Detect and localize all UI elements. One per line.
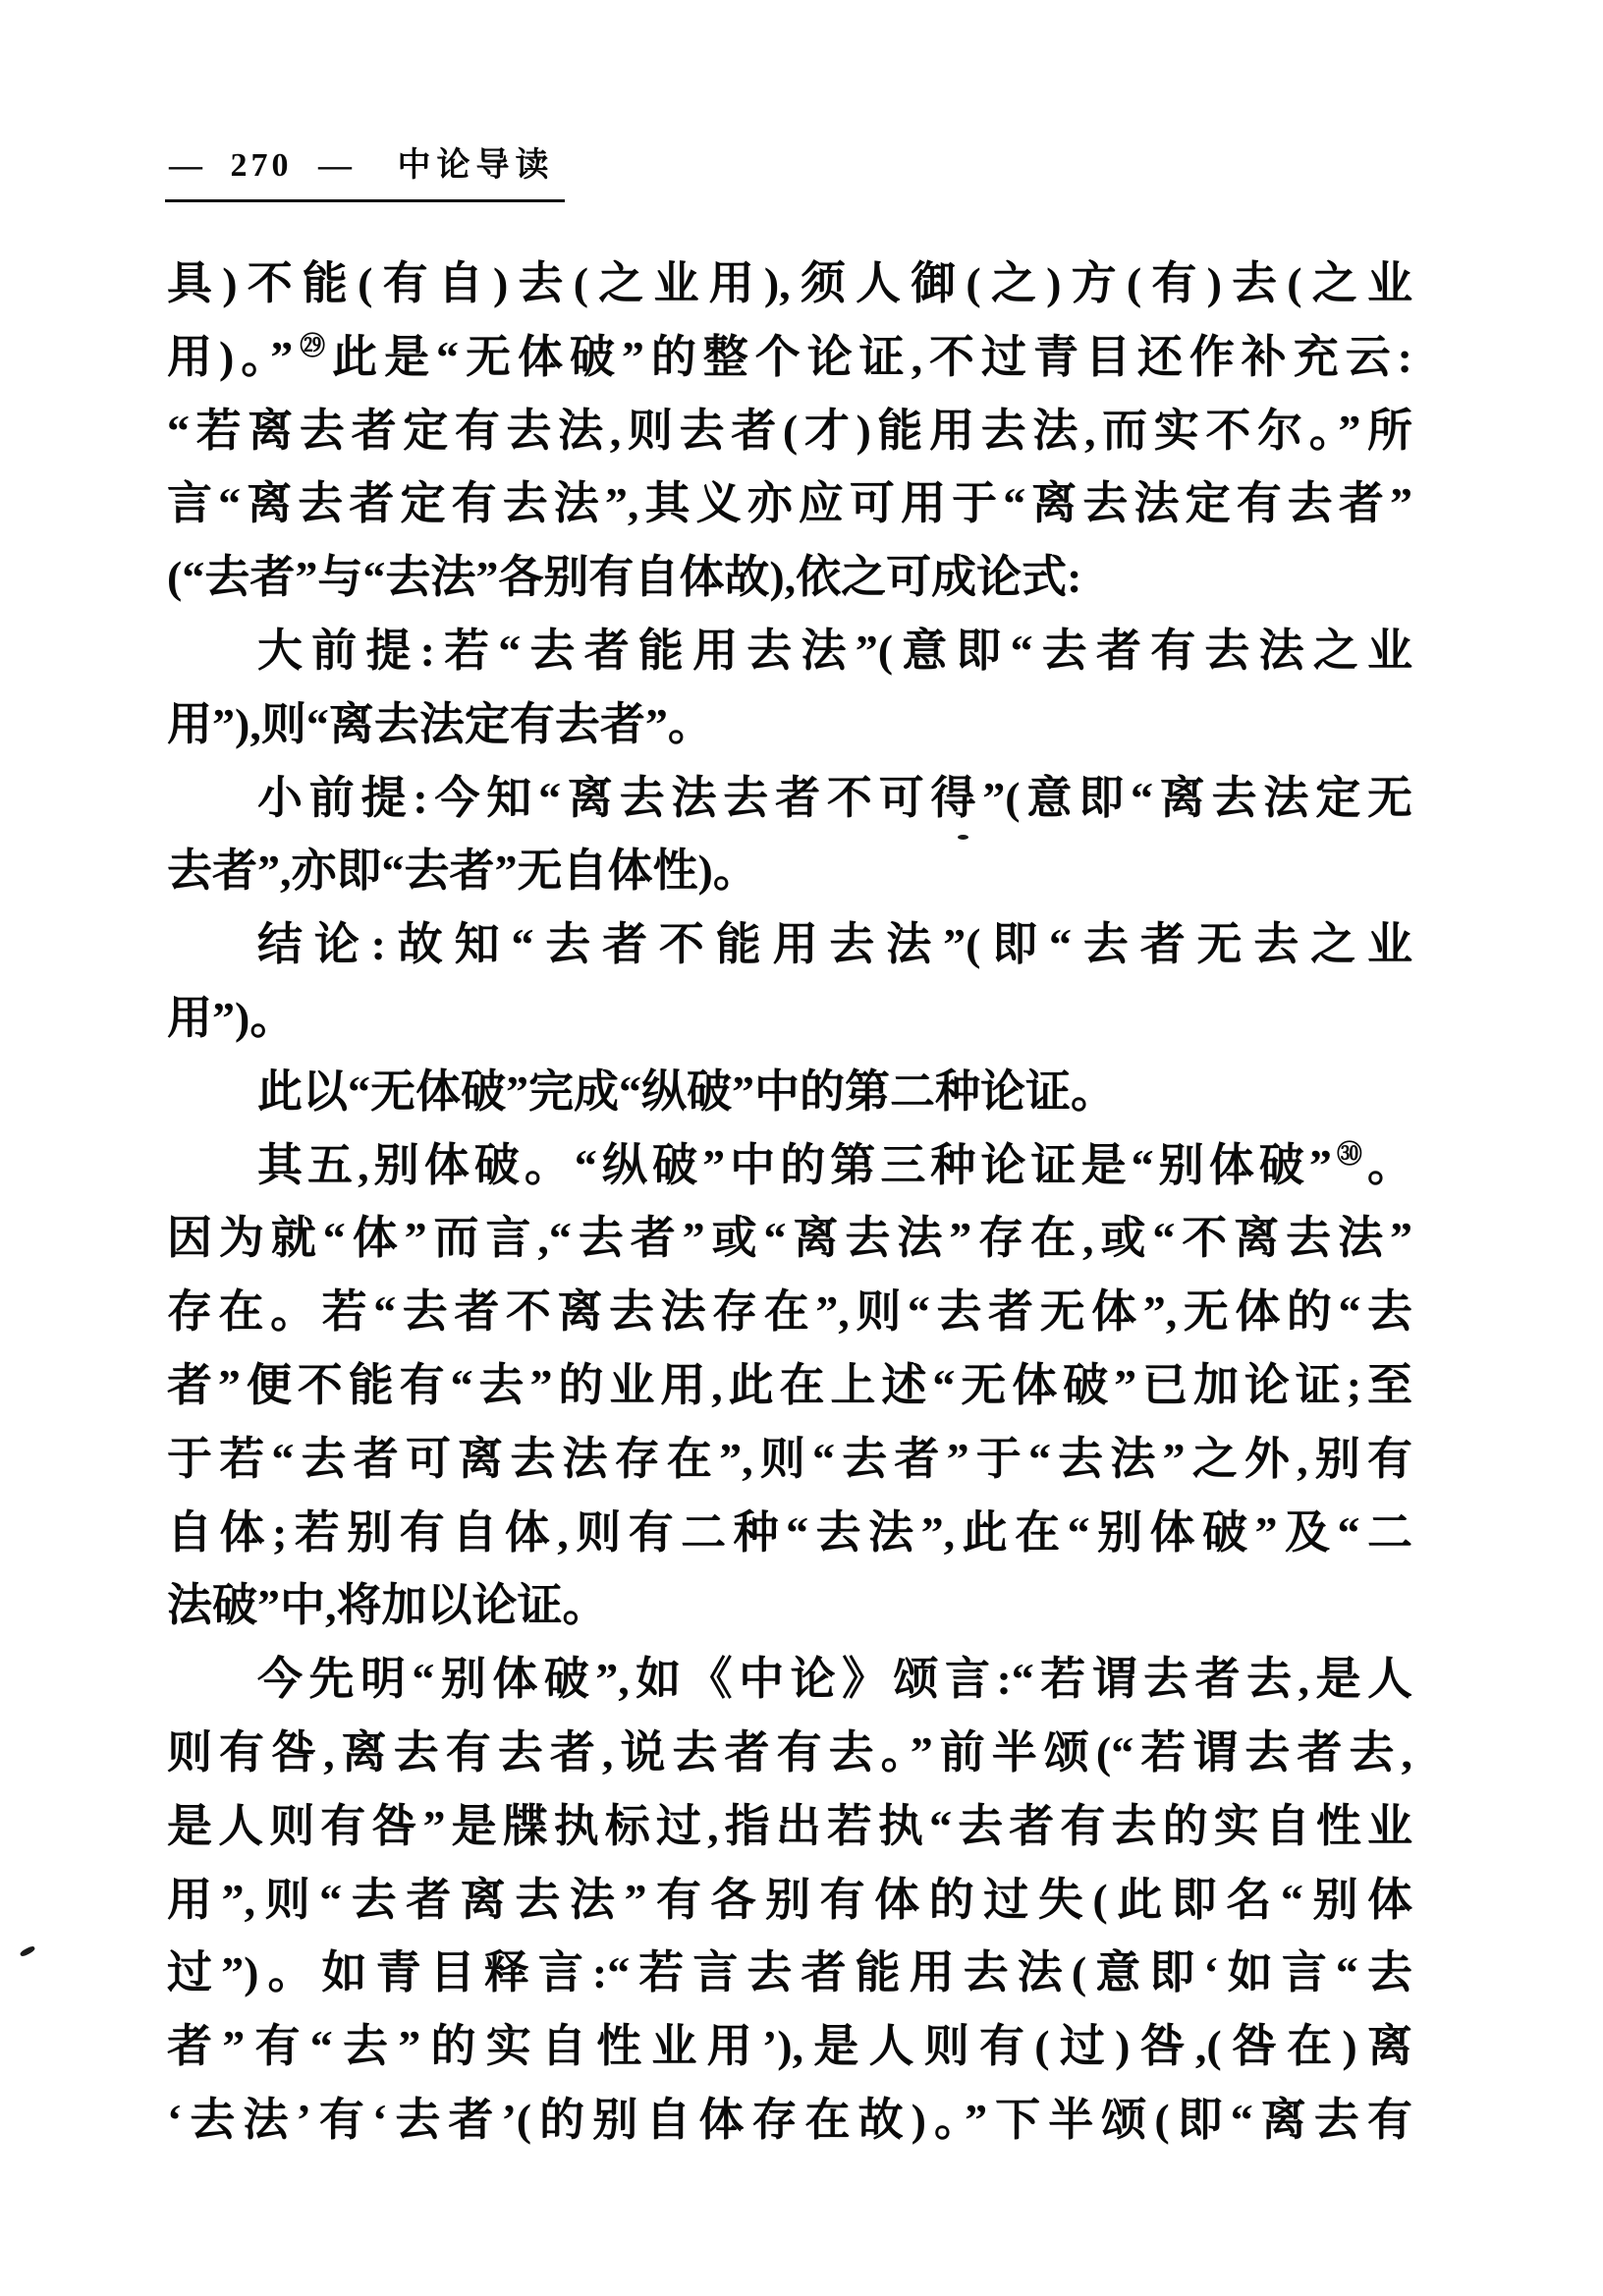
text-line: 小前提:今知“离去法去者不可得”(意即“离去法定无 bbox=[257, 772, 1412, 823]
page-body bbox=[167, 247, 1412, 2158]
text-line: 存在。若“去者不离去法存在”,则“去者无体”,无体的“去 bbox=[167, 1286, 1412, 1338]
line-segment: 用)。” bbox=[167, 331, 294, 382]
scan-speckle bbox=[20, 1945, 36, 1958]
footnote-marker-30: ㉚ bbox=[1331, 1139, 1367, 1169]
text-line bbox=[167, 1129, 1412, 1203]
text-line bbox=[167, 321, 1412, 395]
header-book-title: 中论导读 bbox=[397, 147, 555, 184]
line-segment: 其五,别体破。“纵破”中的第三种论证是“别体破” bbox=[257, 1139, 1332, 1190]
header-dash-left: — bbox=[169, 147, 204, 184]
text-line: 此以“无体破”完成“纵破”中的第二种论证。 bbox=[257, 1066, 1116, 1117]
text-line: 今先明“别体破”,如《中论》颂言:“若谓去者去,是人 bbox=[257, 1654, 1412, 1705]
text-line: 去者”,亦即“去者”无自体性)。 bbox=[167, 846, 758, 897]
header-page-number: 270 bbox=[230, 147, 293, 184]
header-dash-right: — bbox=[318, 147, 354, 184]
scan-speckle bbox=[958, 835, 968, 840]
text-line: 者”有“去”的实自性业用’),是人则有(过)咎,(咎在)离 bbox=[167, 2021, 1412, 2072]
text-line: 则有咎,离去有去者,说去者有去。”前半颂(“若谓去者去, bbox=[167, 1726, 1412, 1777]
text-line: 用”),则“离去法定有去者”。 bbox=[167, 698, 713, 749]
text-line: 法破”中,将加以论证。 bbox=[167, 1580, 608, 1631]
text-line: 过”)。如青目释言:“若言去者能用去法(意即‘如言“去 bbox=[167, 1947, 1412, 1998]
footnote-marker-29: ㉙ bbox=[293, 331, 333, 360]
running-header bbox=[165, 137, 565, 202]
line-segment: 此是“无体破”的整个论证,不过青目还作补充云: bbox=[332, 331, 1412, 382]
text-line: 于若“去者可离去法存在”,则“去者”于“去法”之外,别有 bbox=[167, 1433, 1412, 1484]
text-line: 大前提:若“去者能用去法”(意即“去者有去法之业 bbox=[257, 625, 1412, 676]
text-line: 是人则有咎”是牒执标过,指出若执“去者有去的实自性业 bbox=[167, 1800, 1412, 1851]
text-line: ‘去法’有‘去者’(的别自体存在故)。”下半颂(即“离去有 bbox=[167, 2094, 1412, 2145]
line-segment: 。 bbox=[1367, 1139, 1412, 1190]
text-line: 自体;若别有自体,则有二种“去法”,此在“别体破”及“二 bbox=[167, 1506, 1412, 1558]
text-line: 言“离去者定有去法”,其义亦应可用于“离去法定有去者” bbox=[167, 478, 1412, 529]
text-line: 具)不能(有自)去(之业用),须人御(之)方(有)去(之业 bbox=[167, 258, 1412, 308]
text-line: 结论:故知“去者不能用去法”(即“去者无去之业 bbox=[257, 919, 1412, 970]
text-line: (“去者”与“去法”各别有自体故),依之可成论式: bbox=[167, 552, 1082, 603]
text-line: 者”便不能有“去”的业用,此在上述“无体破”已加论证;至 bbox=[167, 1359, 1412, 1410]
text-line: 用”,则“去者离去法”有各别有体的过失(此即名“别体 bbox=[167, 1874, 1412, 1925]
text-line: “若离去者定有去法,则去者(才)能用去法,而实不尔。”所 bbox=[167, 405, 1412, 456]
text-line: 因为就“体”而言,“去者”或“离去法”存在,或“不离去法” bbox=[167, 1213, 1412, 1264]
text-line: 用”)。 bbox=[167, 992, 296, 1043]
